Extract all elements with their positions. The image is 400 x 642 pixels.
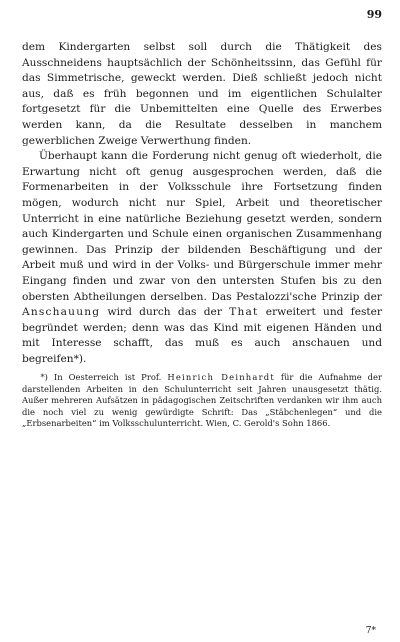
page-number: 99 (366, 8, 382, 21)
footnote-author-name: Heinrich Deinhardt (167, 372, 275, 382)
paragraph-2-part-1: Überhaupt kann die Forderung nicht genug oft wiederholt, die Erwartung nicht oft genug ausgesprochen werden, daß die Formenarbeiten in der Volksschule ihre Fortsetzung finden mögen, wodurch nicht nur Spiel, Arbeit und theoretischer Unterricht in eine natürliche Beziehung gesetzt werden, sondern auch Kindergarten und Schule einen organischen Zusammenhang gewinnen. Das Prinzip der bildenden Beschäftigung und der Arbeit muß und wird in der Volks- und Bürgerschule immer mehr Eingang finden und zwar von den untersten Stufen bis zu den obersten Abtheilungen derselben. Das Pestalozzi'sche Prinzip der (22, 150, 382, 303)
footnote-text (22, 372, 382, 430)
paragraph-1: dem Kindergarten selbst soll durch die Thätigkeit des Ausschneidens hauptsächlich der Schönheitssinn, das Gefühl für das Simmetrische, geweckt werden. Dieß schließt jedoch nicht aus, daß es früh begonnen und im eigentlichen Schulalter fortgesetzt für die Unbemittelten eine Quelle des Erwerbes werden kann, da die Resultate desselben in manchem gewerblichen Zweige Verwerthung finden. (22, 41, 382, 147)
signature-mark: 7* (365, 626, 376, 636)
footnote (22, 372, 382, 430)
footnote-part-2: für die Aufnahme der darstellenden Arbeiten in den Schulunterricht seit Jahren unausgesetzt thätig. Außer mehreren Aufsätzen in pädagogischen Zeitschriften verdanken wir ihm auch die noch viel zu wenig gewürdigte Schrift: Das „Stäbchenlegen“ und die „Erbsenarbeiten“ im Volksschulunterricht. Wien, C. Gerold's Sohn 1866. (22, 372, 382, 429)
emphasis-anschauung: Anschauung (22, 306, 101, 319)
paragraph-2-part-3: erweitert und fester begründet werden; denn was das Kind mit eigenen Händen und mit Interesse schafft, das muß es auch anschauen und begreifen*). (22, 306, 382, 365)
paragraph-2 (22, 149, 382, 367)
paragraph-2-part-2: wird durch das der (100, 306, 230, 319)
main-text (22, 40, 382, 367)
emphasis-that: That (229, 306, 259, 319)
footnote-part-1: *) In Oesterreich ist Prof. (40, 372, 168, 382)
